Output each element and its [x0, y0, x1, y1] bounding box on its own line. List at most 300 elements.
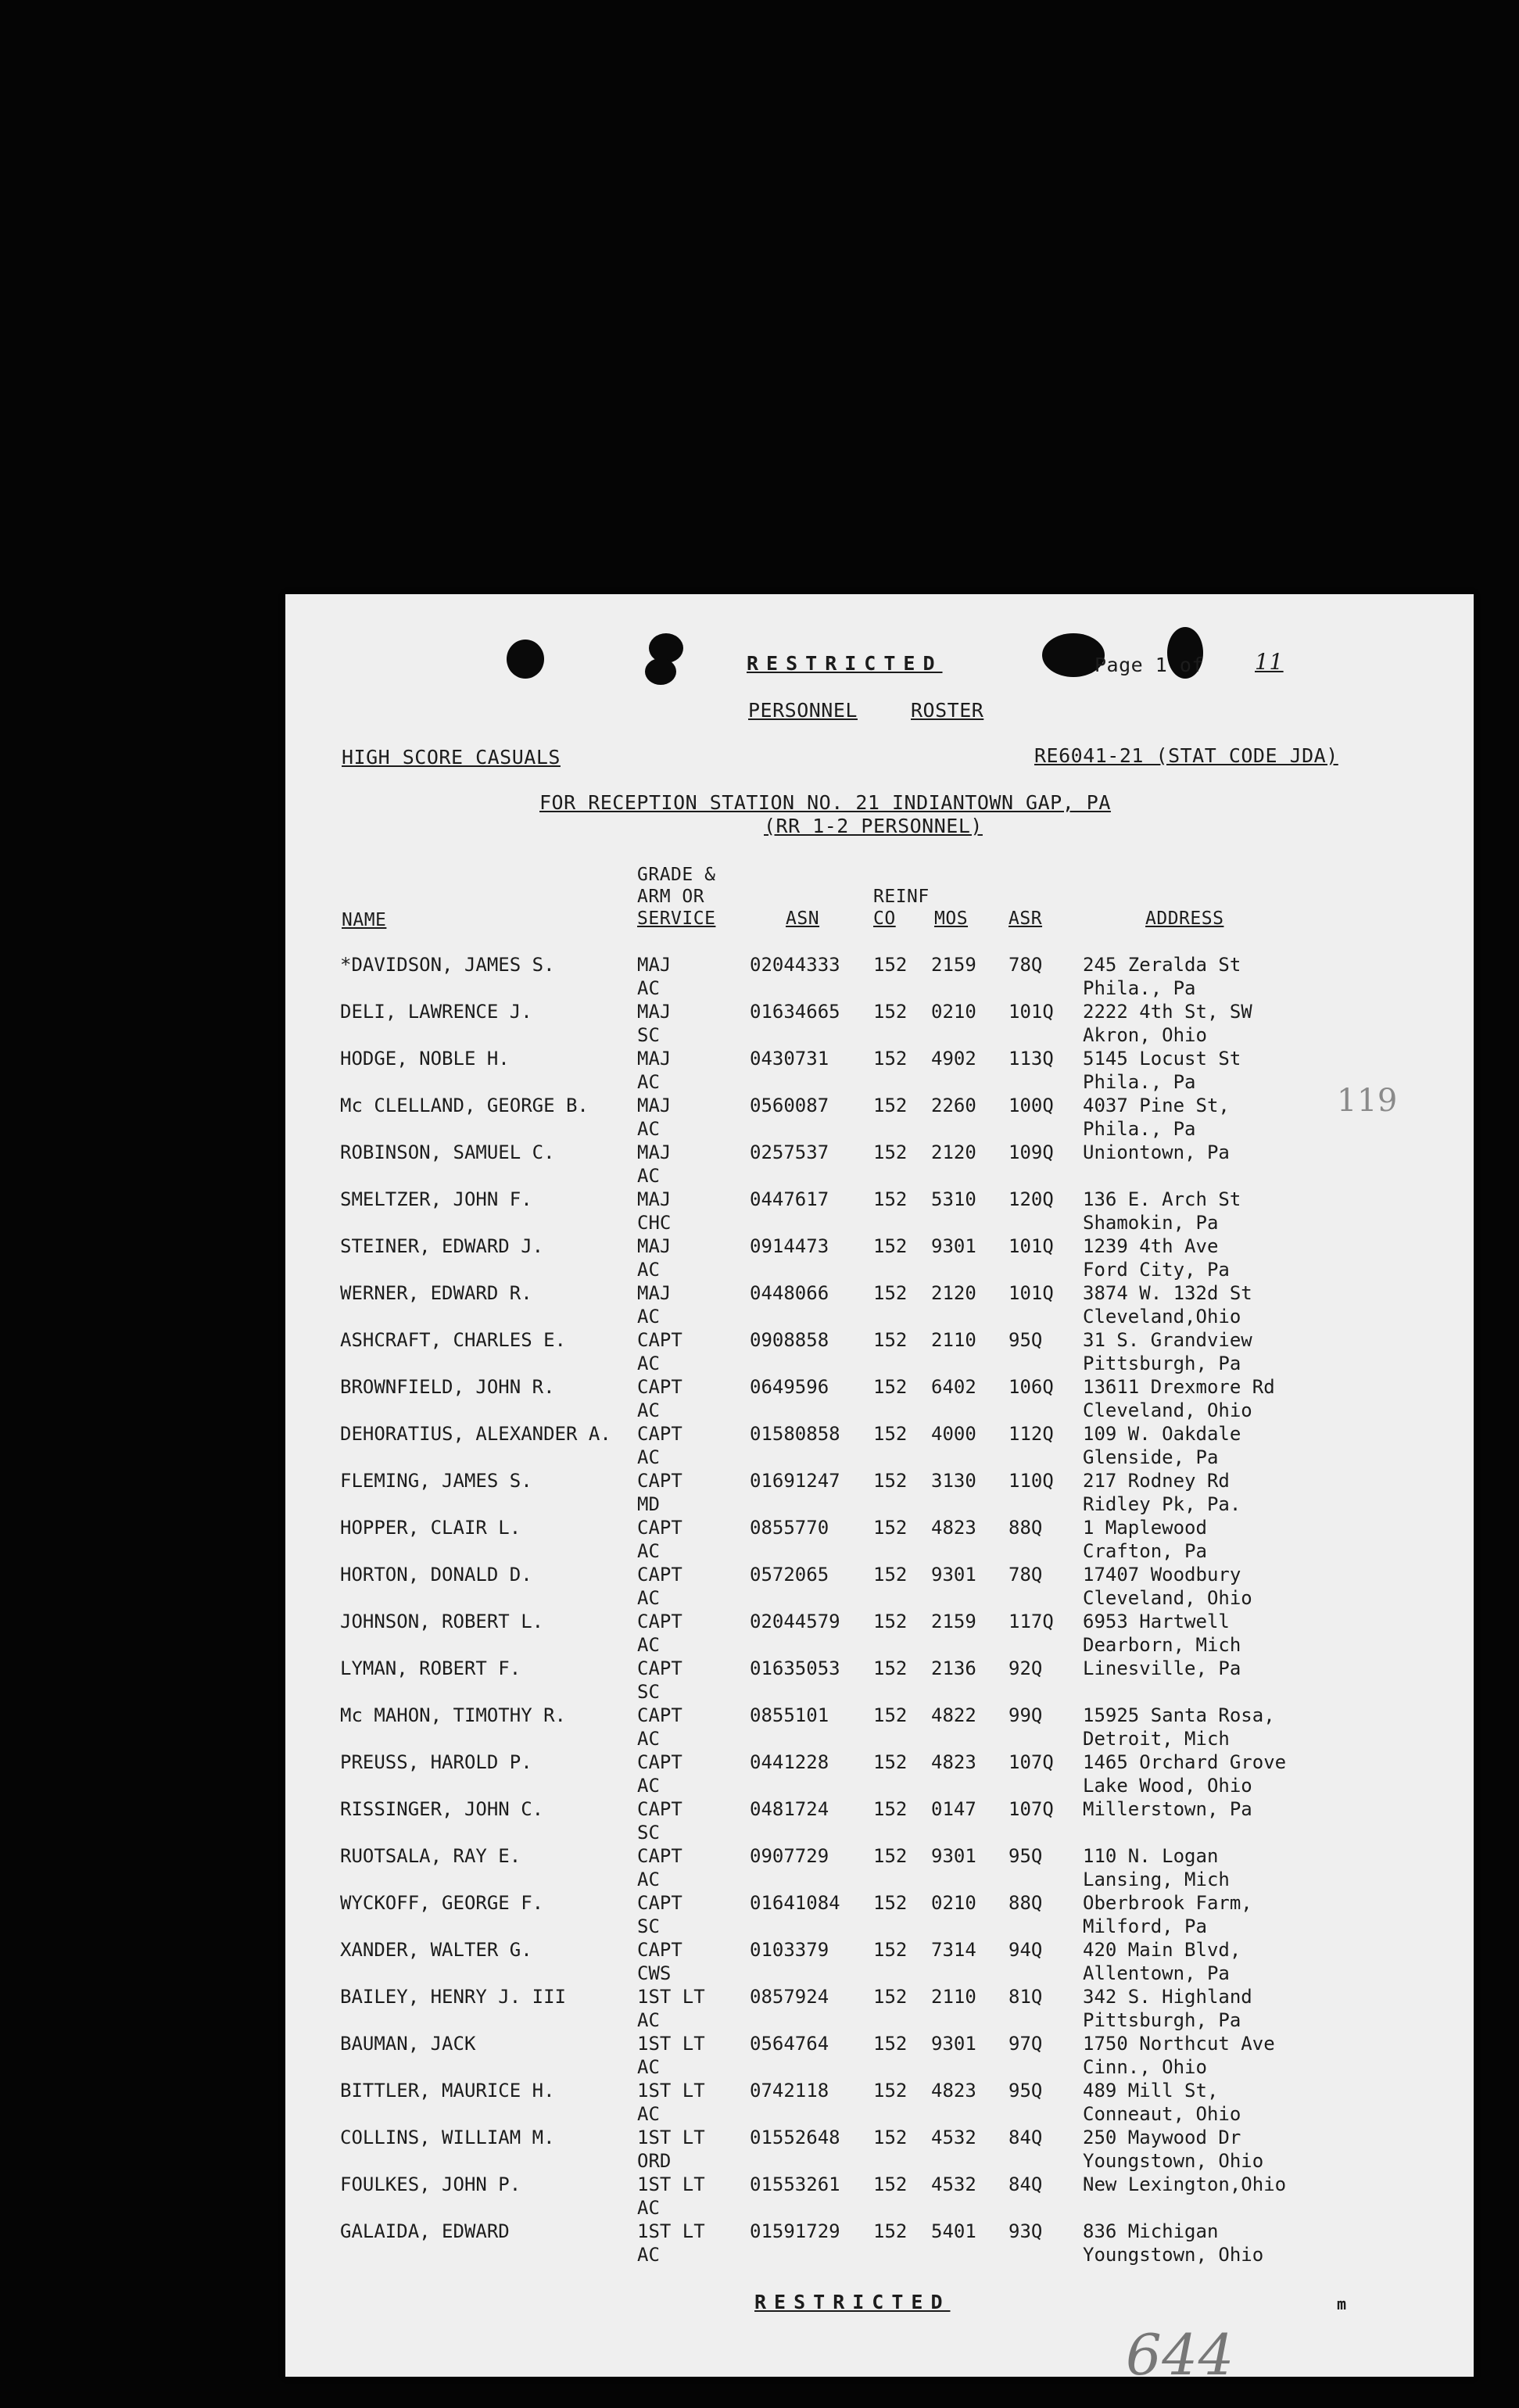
mos: 2159 — [931, 954, 976, 976]
table-row — [285, 1845, 1474, 1892]
asr: 107Q — [1008, 1751, 1054, 1773]
reinf-co: 152 — [873, 1423, 908, 1445]
mos: 3130 — [931, 1470, 976, 1492]
reinf-co: 152 — [873, 1329, 908, 1351]
address-line1: 1239 4th Ave — [1083, 1235, 1219, 1257]
arm-service: AC — [637, 1071, 660, 1093]
grade: CAPT — [637, 1564, 682, 1586]
address-line2: Milford, Pa — [1083, 1915, 1207, 1937]
address-line2: Crafton, Pa — [1083, 1540, 1207, 1562]
grade: 1ST LT — [637, 1986, 705, 2008]
grade: MAJ — [637, 954, 672, 976]
mos: 9301 — [931, 1235, 976, 1257]
arm-service: AC — [637, 1869, 660, 1890]
arm-service: SC — [637, 1915, 660, 1937]
reinf-co: 152 — [873, 1704, 908, 1726]
address-line1: 1750 Northcut Ave — [1083, 2033, 1275, 2055]
address-line2: Cleveland,Ohio — [1083, 1306, 1241, 1328]
address-line1: 17407 Woodbury — [1083, 1564, 1241, 1586]
reinf-co: 152 — [873, 2080, 908, 2102]
asr: 107Q — [1008, 1798, 1054, 1820]
reinf-co: 152 — [873, 1939, 908, 1961]
asn: 0649596 — [750, 1376, 829, 1398]
person-name: COLLINS, WILLIAM M. — [340, 2127, 555, 2148]
address-line1: 15925 Santa Rosa, — [1083, 1704, 1275, 1726]
col-grade-line3: SERVICE — [637, 908, 716, 929]
grade: CAPT — [637, 1517, 682, 1539]
mos: 6402 — [931, 1376, 976, 1398]
roster-page — [285, 594, 1474, 2388]
table-row — [285, 1376, 1474, 1423]
table-row — [285, 1751, 1474, 1798]
grade: MAJ — [637, 1048, 672, 1070]
col-grade-line2: ARM OR — [637, 887, 705, 907]
arm-service: AC — [637, 1634, 660, 1656]
col-asr: ASR — [1008, 908, 1043, 929]
person-name: SMELTZER, JOHN F. — [340, 1188, 532, 1210]
address-line2: Conneaut, Ohio — [1083, 2103, 1241, 2125]
mos: 2110 — [931, 1986, 976, 2008]
mos: 2159 — [931, 1611, 976, 1632]
col-mos: MOS — [934, 908, 969, 929]
restricted-header: RESTRICTED — [747, 652, 943, 675]
person-name: STEINER, EDWARD J. — [340, 1235, 544, 1257]
grade: CAPT — [637, 1751, 682, 1773]
col-reinf: REINF — [873, 887, 930, 907]
col-grade-line1: GRADE & — [637, 865, 716, 885]
table-row — [285, 1329, 1474, 1376]
asr: 112Q — [1008, 1423, 1054, 1445]
address-line1: 13611 Drexmore Rd — [1083, 1376, 1275, 1398]
person-name: WYCKOFF, GEORGE F. — [340, 1892, 544, 1914]
address-line2: Cinn., Ohio — [1083, 2056, 1207, 2078]
mos: 0210 — [931, 1001, 976, 1023]
mos: 2136 — [931, 1657, 976, 1679]
table-row — [285, 1939, 1474, 1986]
asn: 0564764 — [750, 2033, 829, 2055]
punch-hole — [507, 640, 544, 679]
address-line1: Uniontown, Pa — [1083, 1141, 1230, 1163]
table-row — [285, 1564, 1474, 1611]
table-row — [285, 1423, 1474, 1470]
person-name: BAUMAN, JACK — [340, 2033, 476, 2055]
col-address: ADDRESS — [1145, 908, 1224, 929]
address-line2: Akron, Ohio — [1083, 1024, 1207, 1046]
grade: 1ST LT — [637, 2033, 705, 2055]
reinf-co: 152 — [873, 2173, 908, 2195]
arm-service: AC — [637, 1306, 660, 1328]
table-row — [285, 2220, 1474, 2267]
arm-service: AC — [637, 1587, 660, 1609]
asn: 0441228 — [750, 1751, 829, 1773]
arm-service: AC — [637, 1775, 660, 1797]
address-line1: New Lexington,Ohio — [1083, 2173, 1287, 2195]
person-name: RISSINGER, JOHN C. — [340, 1798, 544, 1820]
person-name: HODGE, NOBLE H. — [340, 1048, 510, 1070]
asn: 01553261 — [750, 2173, 840, 2195]
arm-service: AC — [637, 1118, 660, 1140]
asn: 0857924 — [750, 1986, 829, 2008]
person-name: GALAIDA, EDWARD — [340, 2220, 510, 2242]
grade: MAJ — [637, 1141, 672, 1163]
person-name: *DAVIDSON, JAMES S. — [340, 954, 555, 976]
asr: 95Q — [1008, 1329, 1043, 1351]
reinf-co: 152 — [873, 1986, 908, 2008]
restricted-footer: RESTRICTED — [754, 2291, 951, 2313]
asn: 0430731 — [750, 1048, 829, 1070]
table-row — [285, 1704, 1474, 1751]
mos: 4532 — [931, 2173, 976, 2195]
person-name: BITTLER, MAURICE H. — [340, 2080, 555, 2102]
reinf-co: 152 — [873, 1188, 908, 1210]
reinf-co: 152 — [873, 1095, 908, 1116]
reinf-co: 152 — [873, 1141, 908, 1163]
asn: 0572065 — [750, 1564, 829, 1586]
person-name: LYMAN, ROBERT F. — [340, 1657, 521, 1679]
reinf-co: 152 — [873, 2033, 908, 2055]
reinf-co: 152 — [873, 2127, 908, 2148]
address-line1: 250 Maywood Dr — [1083, 2127, 1241, 2148]
asr: 113Q — [1008, 1048, 1054, 1070]
person-name: HORTON, DONALD D. — [340, 1564, 532, 1586]
address-line1: 2222 4th St, SW — [1083, 1001, 1252, 1023]
col-asn: ASN — [786, 908, 820, 929]
asn: 01634665 — [750, 1001, 840, 1023]
grade: MAJ — [637, 1282, 672, 1304]
mos: 5401 — [931, 2220, 976, 2242]
address-line1: 110 N. Logan — [1083, 1845, 1219, 1867]
address-line2: Dearborn, Mich — [1083, 1634, 1241, 1656]
asr: 99Q — [1008, 1704, 1043, 1726]
asr: 88Q — [1008, 1892, 1043, 1914]
grade: MAJ — [637, 1095, 672, 1116]
col-co: CO — [873, 908, 896, 929]
asn: 01691247 — [750, 1470, 840, 1492]
arm-service: AC — [637, 2103, 660, 2125]
asn: 01591729 — [750, 2220, 840, 2242]
grade: CAPT — [637, 1611, 682, 1632]
address-line2: Shamokin, Pa — [1083, 1212, 1219, 1234]
table-row — [285, 1235, 1474, 1282]
asr: 97Q — [1008, 2033, 1043, 2055]
address-line2: Lansing, Mich — [1083, 1869, 1230, 1890]
asn: 0447617 — [750, 1188, 829, 1210]
address-line1: 6953 Hartwell — [1083, 1611, 1230, 1632]
person-name: RUOTSALA, RAY E. — [340, 1845, 521, 1867]
arm-service: AC — [637, 1728, 660, 1750]
asr: 95Q — [1008, 1845, 1043, 1867]
asn: 01641084 — [750, 1892, 840, 1914]
group-title: HIGH SCORE CASUALS — [342, 746, 561, 769]
mos: 4902 — [931, 1048, 976, 1070]
address-line1: 109 W. Oakdale — [1083, 1423, 1241, 1445]
arm-service: ORD — [637, 2150, 672, 2172]
table-row — [285, 1188, 1474, 1235]
grade: CAPT — [637, 1376, 682, 1398]
asn: 0448066 — [750, 1282, 829, 1304]
reinf-co: 152 — [873, 1282, 908, 1304]
grade: MAJ — [637, 1235, 672, 1257]
reinf-co: 152 — [873, 954, 908, 976]
mos: 0210 — [931, 1892, 976, 1914]
address-line1: 31 S. Grandview — [1083, 1329, 1252, 1351]
address-line2: Cleveland, Ohio — [1083, 1587, 1252, 1609]
table-row — [285, 1141, 1474, 1188]
asr: 101Q — [1008, 1001, 1054, 1023]
handwritten-number: 644 — [1126, 2322, 1234, 2388]
asr: 100Q — [1008, 1095, 1054, 1116]
arm-service: SC — [637, 1681, 660, 1703]
reinf-co: 152 — [873, 2220, 908, 2242]
mos: 4823 — [931, 1751, 976, 1773]
mos: 7314 — [931, 1939, 976, 1961]
address-line2: Allentown, Pa — [1083, 1962, 1230, 1984]
address-line2: Pittsburgh, Pa — [1083, 1353, 1241, 1374]
arm-service: AC — [637, 1165, 660, 1187]
reinf-co: 152 — [873, 1798, 908, 1820]
person-name: PREUSS, HAROLD P. — [340, 1751, 532, 1773]
reference-code: RE6041-21 (STAT CODE JDA) — [1034, 744, 1338, 767]
arm-service: AC — [637, 2197, 660, 2219]
asn: 02044579 — [750, 1611, 840, 1632]
reinf-co: 152 — [873, 1470, 908, 1492]
asr: 106Q — [1008, 1376, 1054, 1398]
asr: 120Q — [1008, 1188, 1054, 1210]
asr: 92Q — [1008, 1657, 1043, 1679]
reinf-co: 152 — [873, 1564, 908, 1586]
mos: 2260 — [931, 1095, 976, 1116]
destination: FOR RECEPTION STATION NO. 21 INDIANTOWN GAP, PA — [539, 791, 1111, 814]
address-line2: Ford City, Pa — [1083, 1259, 1230, 1281]
grade: CAPT — [637, 1657, 682, 1679]
asr: 93Q — [1008, 2220, 1043, 2242]
arm-service: CWS — [637, 1962, 672, 1984]
address-line2: Phila., Pa — [1083, 1118, 1196, 1140]
address-line1: Oberbrook Farm, — [1083, 1892, 1252, 1914]
mos: 4823 — [931, 1517, 976, 1539]
address-line2: Phila., Pa — [1083, 977, 1196, 999]
grade: CAPT — [637, 1423, 682, 1445]
address-line2: Cleveland, Ohio — [1083, 1399, 1252, 1421]
asr: 109Q — [1008, 1141, 1054, 1163]
address-line2: Pittsburgh, Pa — [1083, 2009, 1241, 2031]
asr: 84Q — [1008, 2127, 1043, 2148]
mos: 4822 — [931, 1704, 976, 1726]
address-line1: 5145 Locust St — [1083, 1048, 1241, 1070]
grade: 1ST LT — [637, 2173, 705, 2195]
arm-service: AC — [637, 1259, 660, 1281]
mos: 4000 — [931, 1423, 976, 1445]
grade: CAPT — [637, 1470, 682, 1492]
grade: CAPT — [637, 1939, 682, 1961]
address-line1: 342 S. Highland — [1083, 1986, 1252, 2008]
asr: 101Q — [1008, 1235, 1054, 1257]
arm-service: AC — [637, 1353, 660, 1374]
arm-service: CHC — [637, 1212, 672, 1234]
mos: 0147 — [931, 1798, 976, 1820]
person-name: BROWNFIELD, JOHN R. — [340, 1376, 555, 1398]
table-row — [285, 1611, 1474, 1657]
person-name: JOHNSON, ROBERT L. — [340, 1611, 544, 1632]
table-row — [285, 2127, 1474, 2173]
table-row — [285, 1657, 1474, 1704]
person-name: Mc CLELLAND, GEORGE B. — [340, 1095, 589, 1116]
person-name: XANDER, WALTER G. — [340, 1939, 532, 1961]
grade: MAJ — [637, 1188, 672, 1210]
address-line1: 1465 Orchard Grove — [1083, 1751, 1287, 1773]
person-name: WERNER, EDWARD R. — [340, 1282, 532, 1304]
grade: CAPT — [637, 1704, 682, 1726]
person-name: ROBINSON, SAMUEL C. — [340, 1141, 555, 1163]
asr: 78Q — [1008, 1564, 1043, 1586]
mos: 5310 — [931, 1188, 976, 1210]
table-row — [285, 1892, 1474, 1939]
address-line1: 4037 Pine St, — [1083, 1095, 1230, 1116]
table-row — [285, 1798, 1474, 1845]
person-name: FOULKES, JOHN P. — [340, 2173, 521, 2195]
address-line2: Youngstown, Ohio — [1083, 2150, 1264, 2172]
grade: 1ST LT — [637, 2220, 705, 2242]
asr: 88Q — [1008, 1517, 1043, 1539]
reinf-co: 152 — [873, 1001, 908, 1023]
asr: 94Q — [1008, 1939, 1043, 1961]
margin-note: 119 — [1337, 1083, 1398, 1119]
mos: 9301 — [931, 2033, 976, 2055]
table-row — [285, 1517, 1474, 1564]
arm-service: AC — [637, 2244, 660, 2266]
asn: 0560087 — [750, 1095, 829, 1116]
mos: 2120 — [931, 1141, 976, 1163]
grade: MAJ — [637, 1001, 672, 1023]
table-row — [285, 1001, 1474, 1048]
mos: 4823 — [931, 2080, 976, 2102]
table-row — [285, 1095, 1474, 1141]
address-line2: Youngstown, Ohio — [1083, 2244, 1264, 2266]
arm-service: AC — [637, 2056, 660, 2078]
table-row — [285, 954, 1474, 1001]
asr: 101Q — [1008, 1282, 1054, 1304]
arm-service: SC — [637, 1822, 660, 1844]
asn: 0855770 — [750, 1517, 829, 1539]
arm-service: AC — [637, 1540, 660, 1562]
page-label: Page 1 of — [1094, 654, 1204, 676]
table-row — [285, 2080, 1474, 2127]
person-name: DELI, LAWRENCE J. — [340, 1001, 532, 1023]
corner-mark: m — [1337, 2295, 1347, 2313]
asr: 95Q — [1008, 2080, 1043, 2102]
asn: 01580858 — [750, 1423, 840, 1445]
address-line1: Millerstown, Pa — [1083, 1798, 1252, 1820]
col-name: NAME — [342, 910, 387, 930]
person-name: BAILEY, HENRY J. III — [340, 1986, 566, 2008]
asn: 0257537 — [750, 1141, 829, 1163]
address-line2: Phila., Pa — [1083, 1071, 1196, 1093]
asn: 01635053 — [750, 1657, 840, 1679]
arm-service: AC — [637, 977, 660, 999]
grade: CAPT — [637, 1892, 682, 1914]
address-line2: Lake Wood, Ohio — [1083, 1775, 1252, 1797]
mos: 9301 — [931, 1845, 976, 1867]
punch-hole — [645, 658, 676, 685]
asn: 0907729 — [750, 1845, 829, 1867]
address-line1: 245 Zeralda St — [1083, 954, 1241, 976]
asn: 0742118 — [750, 2080, 829, 2102]
table-row — [285, 1282, 1474, 1329]
page-total: 11 — [1255, 649, 1284, 675]
address-line1: Linesville, Pa — [1083, 1657, 1241, 1679]
asr: 117Q — [1008, 1611, 1054, 1632]
address-line2: Detroit, Mich — [1083, 1728, 1230, 1750]
grade: 1ST LT — [637, 2080, 705, 2102]
table-row — [285, 1048, 1474, 1095]
address-line1: 136 E. Arch St — [1083, 1188, 1241, 1210]
table-row — [285, 1986, 1474, 2033]
mos: 2110 — [931, 1329, 976, 1351]
asr: 81Q — [1008, 1986, 1043, 2008]
address-line2: Ridley Pk, Pa. — [1083, 1493, 1241, 1515]
asn: 0855101 — [750, 1704, 829, 1726]
person-name: DEHORATIUS, ALEXANDER A. — [340, 1423, 611, 1445]
mos: 4532 — [931, 2127, 976, 2148]
person-name: Mc MAHON, TIMOTHY R. — [340, 1704, 566, 1726]
arm-service: AC — [637, 2009, 660, 2031]
table-row — [285, 2033, 1474, 2080]
address-line1: 420 Main Blvd, — [1083, 1939, 1241, 1961]
person-name: ASHCRAFT, CHARLES E. — [340, 1329, 566, 1351]
reinf-co: 152 — [873, 1235, 908, 1257]
arm-service: AC — [637, 1399, 660, 1421]
asn: 0914473 — [750, 1235, 829, 1257]
mos: 9301 — [931, 1564, 976, 1586]
address-line1: 836 Michigan — [1083, 2220, 1219, 2242]
grade: 1ST LT — [637, 2127, 705, 2148]
personnel-note: (RR 1-2 PERSONNEL) — [764, 815, 983, 837]
asr: 78Q — [1008, 954, 1043, 976]
person-name: FLEMING, JAMES S. — [340, 1470, 532, 1492]
arm-service: SC — [637, 1024, 660, 1046]
reinf-co: 152 — [873, 1517, 908, 1539]
asn: 01552648 — [750, 2127, 840, 2148]
grade: CAPT — [637, 1798, 682, 1820]
roster-title-personnel: PERSONNEL — [748, 699, 858, 722]
asr: 84Q — [1008, 2173, 1043, 2195]
reinf-co: 152 — [873, 1376, 908, 1398]
asn: 0103379 — [750, 1939, 829, 1961]
arm-service: MD — [637, 1493, 660, 1515]
arm-service: AC — [637, 1446, 660, 1468]
reinf-co: 152 — [873, 1892, 908, 1914]
reinf-co: 152 — [873, 1845, 908, 1867]
asn: 0908858 — [750, 1329, 829, 1351]
mos: 2120 — [931, 1282, 976, 1304]
table-row — [285, 2173, 1474, 2220]
roster-title-roster: ROSTER — [911, 699, 984, 722]
grade: CAPT — [637, 1329, 682, 1351]
address-line1: 217 Rodney Rd — [1083, 1470, 1230, 1492]
reinf-co: 152 — [873, 1611, 908, 1632]
address-line1: 489 Mill St, — [1083, 2080, 1219, 2102]
address-line1: 3874 W. 132d St — [1083, 1282, 1252, 1304]
reinf-co: 152 — [873, 1657, 908, 1679]
asn: 0481724 — [750, 1798, 829, 1820]
address-line2: Glenside, Pa — [1083, 1446, 1219, 1468]
address-line1: 1 Maplewood — [1083, 1517, 1207, 1539]
asn: 02044333 — [750, 954, 840, 976]
asr: 110Q — [1008, 1470, 1054, 1492]
table-row — [285, 1470, 1474, 1517]
reinf-co: 152 — [873, 1751, 908, 1773]
reinf-co: 152 — [873, 1048, 908, 1070]
